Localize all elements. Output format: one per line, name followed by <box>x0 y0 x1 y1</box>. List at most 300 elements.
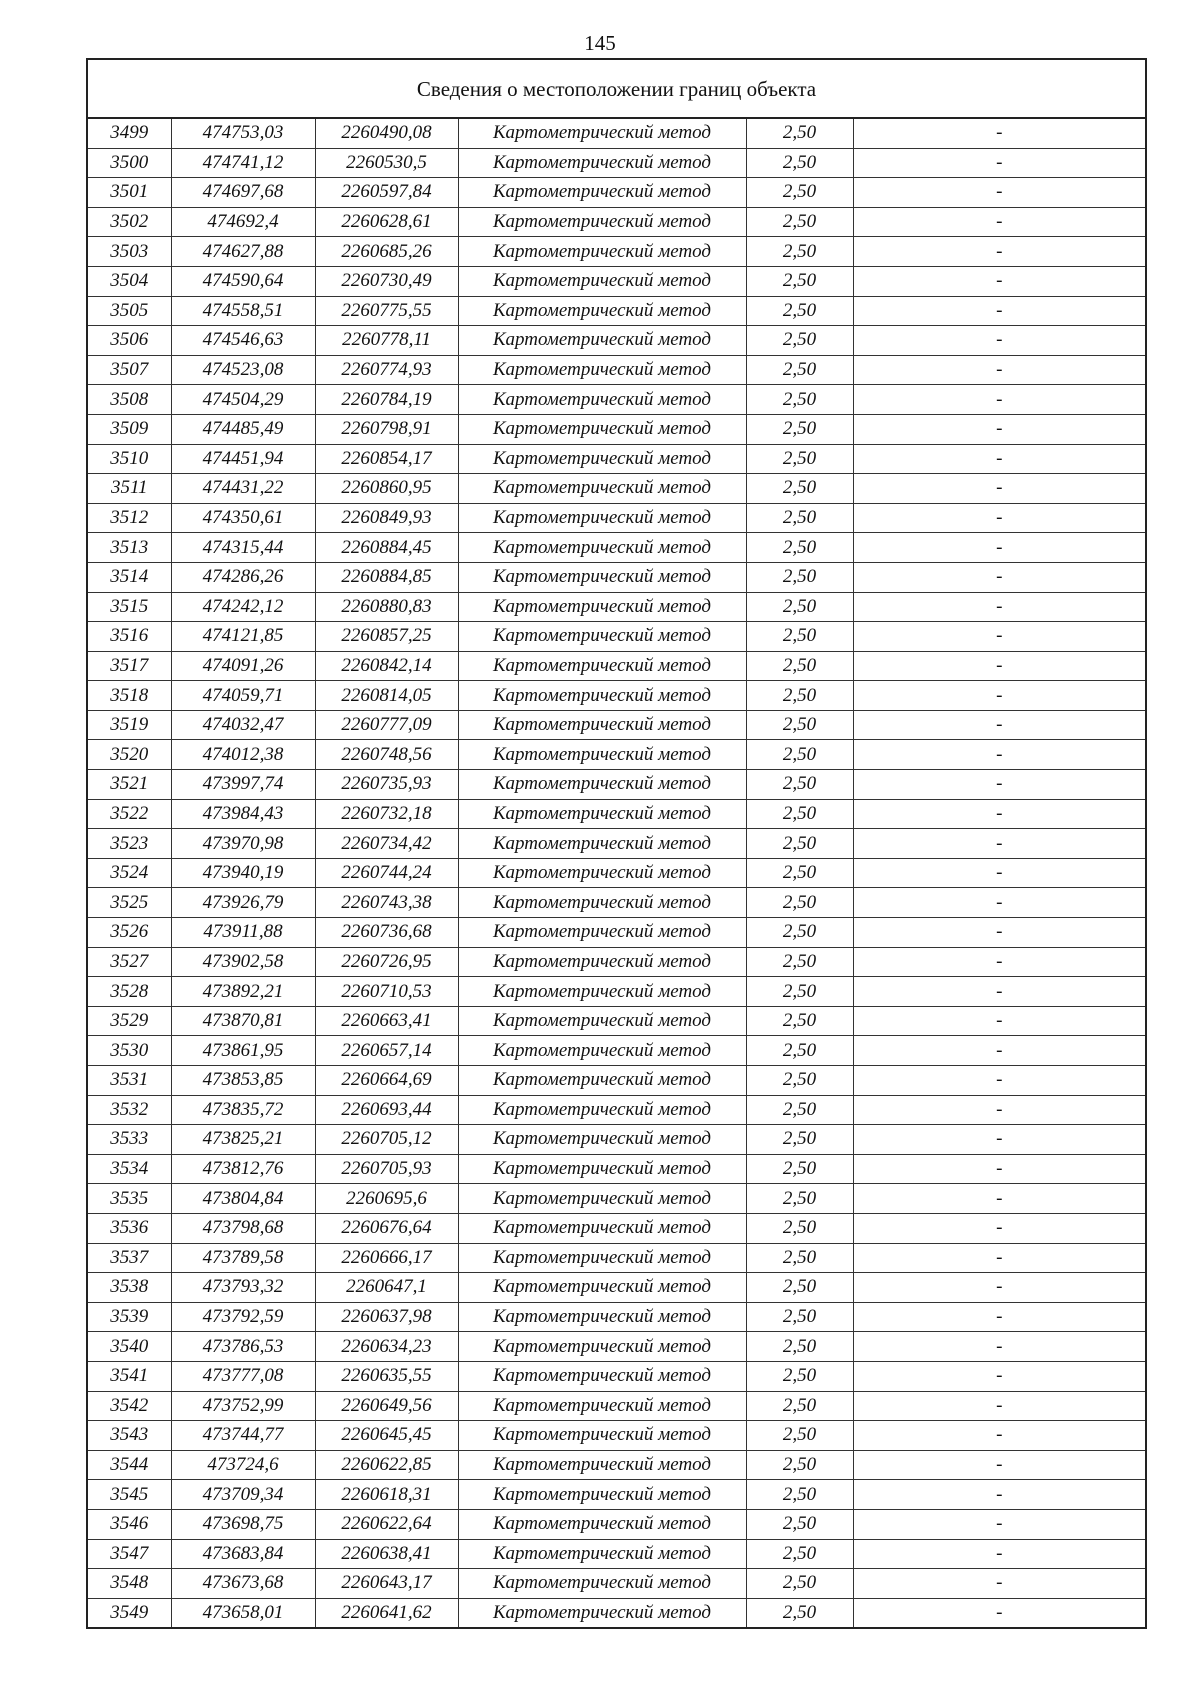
cell-method: Картометрический метод <box>458 918 746 948</box>
cell-coord-x: 474451,94 <box>171 444 315 474</box>
cell-point-number: 3511 <box>88 474 171 504</box>
cell-point-number: 3526 <box>88 918 171 948</box>
cell-accuracy: 2,50 <box>746 148 853 178</box>
cell-point-number: 3533 <box>88 1125 171 1155</box>
cell-coord-y: 2260710,53 <box>315 977 458 1007</box>
cell-coord-x: 473793,32 <box>171 1273 315 1303</box>
cell-description: - <box>853 148 1145 178</box>
cell-accuracy: 2,50 <box>746 1569 853 1599</box>
cell-coord-y: 2260685,26 <box>315 237 458 267</box>
table-row <box>88 1066 1145 1096</box>
cell-coord-x: 473940,19 <box>171 858 315 888</box>
cell-coord-x: 474350,61 <box>171 503 315 533</box>
cell-description: - <box>853 1569 1145 1599</box>
cell-method: Картометрический метод <box>458 148 746 178</box>
cell-coord-x: 474059,71 <box>171 681 315 711</box>
cell-point-number: 3524 <box>88 858 171 888</box>
cell-method: Картометрический метод <box>458 1598 746 1627</box>
cell-method: Картометрический метод <box>458 622 746 652</box>
cell-coord-x: 474741,12 <box>171 148 315 178</box>
table-row <box>88 326 1145 356</box>
cell-accuracy: 2,50 <box>746 1391 853 1421</box>
cell-method: Картометрический метод <box>458 414 746 444</box>
cell-accuracy: 2,50 <box>746 503 853 533</box>
cell-point-number: 3504 <box>88 266 171 296</box>
table-row <box>88 207 1145 237</box>
cell-point-number: 3508 <box>88 385 171 415</box>
table-row <box>88 681 1145 711</box>
cell-point-number: 3538 <box>88 1273 171 1303</box>
table-row <box>88 1480 1145 1510</box>
cell-coord-x: 474032,47 <box>171 710 315 740</box>
cell-coord-x: 474558,51 <box>171 296 315 326</box>
cell-point-number: 3545 <box>88 1480 171 1510</box>
table-row <box>88 1243 1145 1273</box>
cell-accuracy: 2,50 <box>746 1361 853 1391</box>
cell-coord-y: 2260657,14 <box>315 1036 458 1066</box>
cell-point-number: 3540 <box>88 1332 171 1362</box>
cell-description: - <box>853 888 1145 918</box>
table-row <box>88 977 1145 1007</box>
cell-method: Картометрический метод <box>458 1273 746 1303</box>
cell-coord-y: 2260784,19 <box>315 385 458 415</box>
cell-point-number: 3507 <box>88 355 171 385</box>
cell-description: - <box>853 1095 1145 1125</box>
cell-coord-y: 2260705,93 <box>315 1154 458 1184</box>
cell-description: - <box>853 1450 1145 1480</box>
cell-coord-x: 473870,81 <box>171 1006 315 1036</box>
table-row <box>88 474 1145 504</box>
cell-coord-x: 474286,26 <box>171 562 315 592</box>
cell-coord-y: 2260884,45 <box>315 533 458 563</box>
table-row <box>88 918 1145 948</box>
cell-method: Картометрический метод <box>458 207 746 237</box>
cell-coord-x: 473792,59 <box>171 1302 315 1332</box>
cell-accuracy: 2,50 <box>746 947 853 977</box>
cell-point-number: 3527 <box>88 947 171 977</box>
cell-point-number: 3514 <box>88 562 171 592</box>
table-row <box>88 1006 1145 1036</box>
cell-method: Картометрический метод <box>458 651 746 681</box>
table-row <box>88 533 1145 563</box>
cell-description: - <box>853 770 1145 800</box>
table-row <box>88 503 1145 533</box>
cell-description: - <box>853 1036 1145 1066</box>
cell-point-number: 3537 <box>88 1243 171 1273</box>
cell-coord-y: 2260530,5 <box>315 148 458 178</box>
table-row <box>88 1036 1145 1066</box>
cell-accuracy: 2,50 <box>746 119 853 148</box>
cell-point-number: 3541 <box>88 1361 171 1391</box>
cell-coord-y: 2260637,98 <box>315 1302 458 1332</box>
cell-method: Картометрический метод <box>458 977 746 1007</box>
cell-coord-x: 474546,63 <box>171 326 315 356</box>
cell-coord-x: 473970,98 <box>171 829 315 859</box>
cell-description: - <box>853 1213 1145 1243</box>
cell-method: Картометрический метод <box>458 1243 746 1273</box>
cell-coord-x: 474315,44 <box>171 533 315 563</box>
cell-method: Картометрический метод <box>458 1302 746 1332</box>
cell-description: - <box>853 1509 1145 1539</box>
cell-method: Картометрический метод <box>458 829 746 859</box>
cell-method: Картометрический метод <box>458 947 746 977</box>
cell-coord-x: 473724,6 <box>171 1450 315 1480</box>
cell-method: Картометрический метод <box>458 178 746 208</box>
cell-accuracy: 2,50 <box>746 1243 853 1273</box>
cell-method: Картометрический метод <box>458 1213 746 1243</box>
cell-coord-x: 473698,75 <box>171 1509 315 1539</box>
table-row <box>88 385 1145 415</box>
cell-accuracy: 2,50 <box>746 1450 853 1480</box>
table-row <box>88 414 1145 444</box>
cell-point-number: 3502 <box>88 207 171 237</box>
cell-method: Картометрический метод <box>458 1095 746 1125</box>
cell-coord-y: 2260490,08 <box>315 119 458 148</box>
cell-accuracy: 2,50 <box>746 237 853 267</box>
cell-description: - <box>853 858 1145 888</box>
cell-point-number: 3521 <box>88 770 171 800</box>
cell-point-number: 3529 <box>88 1006 171 1036</box>
cell-description: - <box>853 385 1145 415</box>
table-title: Сведения о местоположении границ объекта <box>88 60 1145 119</box>
cell-coord-x: 473789,58 <box>171 1243 315 1273</box>
cell-point-number: 3516 <box>88 622 171 652</box>
cell-point-number: 3500 <box>88 148 171 178</box>
table-row <box>88 710 1145 740</box>
table-body <box>88 119 1145 1627</box>
table-row <box>88 1391 1145 1421</box>
cell-coord-x: 473853,85 <box>171 1066 315 1096</box>
cell-accuracy: 2,50 <box>746 1184 853 1214</box>
cell-coord-y: 2260857,25 <box>315 622 458 652</box>
cell-method: Картометрический метод <box>458 1332 746 1362</box>
cell-coord-x: 474504,29 <box>171 385 315 415</box>
table-row <box>88 148 1145 178</box>
cell-coord-y: 2260880,83 <box>315 592 458 622</box>
cell-description: - <box>853 1125 1145 1155</box>
cell-point-number: 3503 <box>88 237 171 267</box>
cell-coord-y: 2260774,93 <box>315 355 458 385</box>
table-row <box>88 1539 1145 1569</box>
cell-coord-y: 2260744,24 <box>315 858 458 888</box>
table-row <box>88 237 1145 267</box>
cell-coord-x: 473926,79 <box>171 888 315 918</box>
table-row <box>88 829 1145 859</box>
cell-coord-x: 473911,88 <box>171 918 315 948</box>
cell-description: - <box>853 503 1145 533</box>
cell-point-number: 3531 <box>88 1066 171 1096</box>
table-row <box>88 858 1145 888</box>
cell-coord-y: 2260664,69 <box>315 1066 458 1096</box>
cell-method: Картометрический метод <box>458 1509 746 1539</box>
cell-description: - <box>853 1391 1145 1421</box>
cell-coord-y: 2260743,38 <box>315 888 458 918</box>
table-row <box>88 1302 1145 1332</box>
table-row <box>88 947 1145 977</box>
cell-coord-x: 473812,76 <box>171 1154 315 1184</box>
cell-method: Картометрический метод <box>458 1450 746 1480</box>
cell-method: Картометрический метод <box>458 888 746 918</box>
cell-method: Картометрический метод <box>458 740 746 770</box>
cell-point-number: 3520 <box>88 740 171 770</box>
cell-coord-y: 2260676,64 <box>315 1213 458 1243</box>
cell-description: - <box>853 918 1145 948</box>
cell-point-number: 3528 <box>88 977 171 1007</box>
cell-method: Картометрический метод <box>458 799 746 829</box>
cell-method: Картометрический метод <box>458 1421 746 1451</box>
cell-method: Картометрический метод <box>458 1184 746 1214</box>
table-row <box>88 562 1145 592</box>
cell-accuracy: 2,50 <box>746 740 853 770</box>
cell-accuracy: 2,50 <box>746 1598 853 1627</box>
cell-description: - <box>853 1154 1145 1184</box>
table-row <box>88 1184 1145 1214</box>
cell-coord-x: 474485,49 <box>171 414 315 444</box>
cell-point-number: 3523 <box>88 829 171 859</box>
cell-method: Картометрический метод <box>458 1036 746 1066</box>
cell-method: Картометрический метод <box>458 237 746 267</box>
cell-description: - <box>853 947 1145 977</box>
cell-accuracy: 2,50 <box>746 1125 853 1155</box>
table-row <box>88 1450 1145 1480</box>
table-row <box>88 178 1145 208</box>
cell-description: - <box>853 1243 1145 1273</box>
cell-coord-x: 473861,95 <box>171 1036 315 1066</box>
cell-point-number: 3509 <box>88 414 171 444</box>
cell-description: - <box>853 1598 1145 1627</box>
cell-point-number: 3536 <box>88 1213 171 1243</box>
cell-point-number: 3543 <box>88 1421 171 1451</box>
cell-accuracy: 2,50 <box>746 266 853 296</box>
cell-point-number: 3512 <box>88 503 171 533</box>
table-row <box>88 355 1145 385</box>
cell-description: - <box>853 1302 1145 1332</box>
table-row <box>88 888 1145 918</box>
cell-description: - <box>853 266 1145 296</box>
cell-point-number: 3525 <box>88 888 171 918</box>
cell-description: - <box>853 562 1145 592</box>
cell-coord-y: 2260777,09 <box>315 710 458 740</box>
cell-coord-y: 2260814,05 <box>315 681 458 711</box>
cell-description: - <box>853 710 1145 740</box>
cell-method: Картометрический метод <box>458 533 746 563</box>
cell-accuracy: 2,50 <box>746 385 853 415</box>
table-row <box>88 1095 1145 1125</box>
cell-coord-y: 2260638,41 <box>315 1539 458 1569</box>
cell-point-number: 3522 <box>88 799 171 829</box>
cell-coord-y: 2260884,85 <box>315 562 458 592</box>
cell-point-number: 3515 <box>88 592 171 622</box>
cell-method: Картометрический метод <box>458 355 746 385</box>
cell-coord-x: 473997,74 <box>171 770 315 800</box>
cell-description: - <box>853 1421 1145 1451</box>
cell-accuracy: 2,50 <box>746 1539 853 1569</box>
cell-accuracy: 2,50 <box>746 1066 853 1096</box>
cell-coord-y: 2260618,31 <box>315 1480 458 1510</box>
cell-coord-y: 2260649,56 <box>315 1391 458 1421</box>
cell-point-number: 3539 <box>88 1302 171 1332</box>
cell-coord-x: 473673,68 <box>171 1569 315 1599</box>
cell-coord-x: 474523,08 <box>171 355 315 385</box>
cell-accuracy: 2,50 <box>746 1154 853 1184</box>
table-row <box>88 444 1145 474</box>
page-number: 145 <box>584 31 616 55</box>
cell-description: - <box>853 977 1145 1007</box>
cell-description: - <box>853 414 1145 444</box>
table-row <box>88 1273 1145 1303</box>
cell-coord-x: 473744,77 <box>171 1421 315 1451</box>
cell-accuracy: 2,50 <box>746 178 853 208</box>
table-row <box>88 1509 1145 1539</box>
cell-method: Картометрический метод <box>458 770 746 800</box>
cell-coord-y: 2260622,85 <box>315 1450 458 1480</box>
cell-method: Картометрический метод <box>458 1569 746 1599</box>
cell-point-number: 3518 <box>88 681 171 711</box>
table-row <box>88 1213 1145 1243</box>
table-row <box>88 651 1145 681</box>
cell-accuracy: 2,50 <box>746 710 853 740</box>
cell-accuracy: 2,50 <box>746 770 853 800</box>
cell-point-number: 3513 <box>88 533 171 563</box>
cell-method: Картометрический метод <box>458 1539 746 1569</box>
cell-coord-x: 474753,03 <box>171 119 315 148</box>
table-row <box>88 1421 1145 1451</box>
cell-description: - <box>853 799 1145 829</box>
cell-point-number: 3499 <box>88 119 171 148</box>
table-row <box>88 622 1145 652</box>
cell-coord-x: 474012,38 <box>171 740 315 770</box>
cell-accuracy: 2,50 <box>746 888 853 918</box>
cell-description: - <box>853 119 1145 148</box>
table-row <box>88 1154 1145 1184</box>
cell-point-number: 3532 <box>88 1095 171 1125</box>
cell-coord-y: 2260666,17 <box>315 1243 458 1273</box>
cell-coord-x: 474431,22 <box>171 474 315 504</box>
cell-coord-x: 473798,68 <box>171 1213 315 1243</box>
cell-accuracy: 2,50 <box>746 1213 853 1243</box>
cell-method: Картометрический метод <box>458 1125 746 1155</box>
cell-accuracy: 2,50 <box>746 474 853 504</box>
cell-accuracy: 2,50 <box>746 562 853 592</box>
cell-point-number: 3506 <box>88 326 171 356</box>
cell-coord-y: 2260730,49 <box>315 266 458 296</box>
boundary-table-sheet <box>86 58 1147 1629</box>
cell-coord-y: 2260634,23 <box>315 1332 458 1362</box>
cell-accuracy: 2,50 <box>746 355 853 385</box>
cell-method: Картометрический метод <box>458 1480 746 1510</box>
cell-accuracy: 2,50 <box>746 681 853 711</box>
cell-point-number: 3544 <box>88 1450 171 1480</box>
cell-accuracy: 2,50 <box>746 977 853 1007</box>
cell-coord-x: 474692,4 <box>171 207 315 237</box>
table-row <box>88 1598 1145 1627</box>
cell-accuracy: 2,50 <box>746 533 853 563</box>
cell-coord-y: 2260705,12 <box>315 1125 458 1155</box>
cell-coord-y: 2260732,18 <box>315 799 458 829</box>
cell-accuracy: 2,50 <box>746 1421 853 1451</box>
cell-description: - <box>853 1480 1145 1510</box>
cell-point-number: 3505 <box>88 296 171 326</box>
table-row <box>88 1569 1145 1599</box>
cell-coord-y: 2260854,17 <box>315 444 458 474</box>
cell-accuracy: 2,50 <box>746 207 853 237</box>
cell-method: Картометрический метод <box>458 1006 746 1036</box>
cell-accuracy: 2,50 <box>746 1273 853 1303</box>
cell-description: - <box>853 681 1145 711</box>
cell-point-number: 3546 <box>88 1509 171 1539</box>
cell-method: Картометрический метод <box>458 266 746 296</box>
cell-coord-x: 473683,84 <box>171 1539 315 1569</box>
cell-description: - <box>853 237 1145 267</box>
cell-description: - <box>853 651 1145 681</box>
cell-description: - <box>853 1006 1145 1036</box>
cell-coord-y: 2260693,44 <box>315 1095 458 1125</box>
cell-point-number: 3530 <box>88 1036 171 1066</box>
cell-description: - <box>853 622 1145 652</box>
table-row <box>88 770 1145 800</box>
cell-coord-y: 2260775,55 <box>315 296 458 326</box>
cell-accuracy: 2,50 <box>746 414 853 444</box>
cell-method: Картометрический метод <box>458 385 746 415</box>
cell-description: - <box>853 533 1145 563</box>
cell-accuracy: 2,50 <box>746 1509 853 1539</box>
cell-coord-y: 2260663,41 <box>315 1006 458 1036</box>
cell-description: - <box>853 474 1145 504</box>
cell-point-number: 3549 <box>88 1598 171 1627</box>
cell-coord-y: 2260778,11 <box>315 326 458 356</box>
cell-coord-x: 473786,53 <box>171 1332 315 1362</box>
cell-method: Картометрический метод <box>458 1361 746 1391</box>
cell-coord-y: 2260635,55 <box>315 1361 458 1391</box>
cell-description: - <box>853 1066 1145 1096</box>
cell-accuracy: 2,50 <box>746 592 853 622</box>
cell-accuracy: 2,50 <box>746 1006 853 1036</box>
cell-coord-y: 2260628,61 <box>315 207 458 237</box>
cell-method: Картометрический метод <box>458 444 746 474</box>
cell-accuracy: 2,50 <box>746 622 853 652</box>
cell-accuracy: 2,50 <box>746 1302 853 1332</box>
cell-accuracy: 2,50 <box>746 1036 853 1066</box>
cell-coord-y: 2260643,17 <box>315 1569 458 1599</box>
cell-method: Картометрический метод <box>458 1391 746 1421</box>
cell-description: - <box>853 296 1145 326</box>
cell-description: - <box>853 207 1145 237</box>
cell-coord-y: 2260860,95 <box>315 474 458 504</box>
cell-method: Картометрический метод <box>458 1066 746 1096</box>
cell-coord-x: 473902,58 <box>171 947 315 977</box>
cell-method: Картометрический метод <box>458 474 746 504</box>
cell-point-number: 3517 <box>88 651 171 681</box>
cell-coord-x: 473752,99 <box>171 1391 315 1421</box>
cell-coord-y: 2260798,91 <box>315 414 458 444</box>
table-row <box>88 592 1145 622</box>
cell-coord-y: 2260734,42 <box>315 829 458 859</box>
cell-method: Картометрический метод <box>458 562 746 592</box>
table-row <box>88 1125 1145 1155</box>
cell-coord-x: 473709,34 <box>171 1480 315 1510</box>
cell-coord-y: 2260842,14 <box>315 651 458 681</box>
cell-description: - <box>853 1539 1145 1569</box>
cell-description: - <box>853 326 1145 356</box>
table-row <box>88 266 1145 296</box>
cell-description: - <box>853 592 1145 622</box>
cell-description: - <box>853 1332 1145 1362</box>
cell-coord-y: 2260647,1 <box>315 1273 458 1303</box>
cell-description: - <box>853 829 1145 859</box>
cell-method: Картометрический метод <box>458 858 746 888</box>
cell-coord-x: 473984,43 <box>171 799 315 829</box>
cell-coord-x: 474242,12 <box>171 592 315 622</box>
